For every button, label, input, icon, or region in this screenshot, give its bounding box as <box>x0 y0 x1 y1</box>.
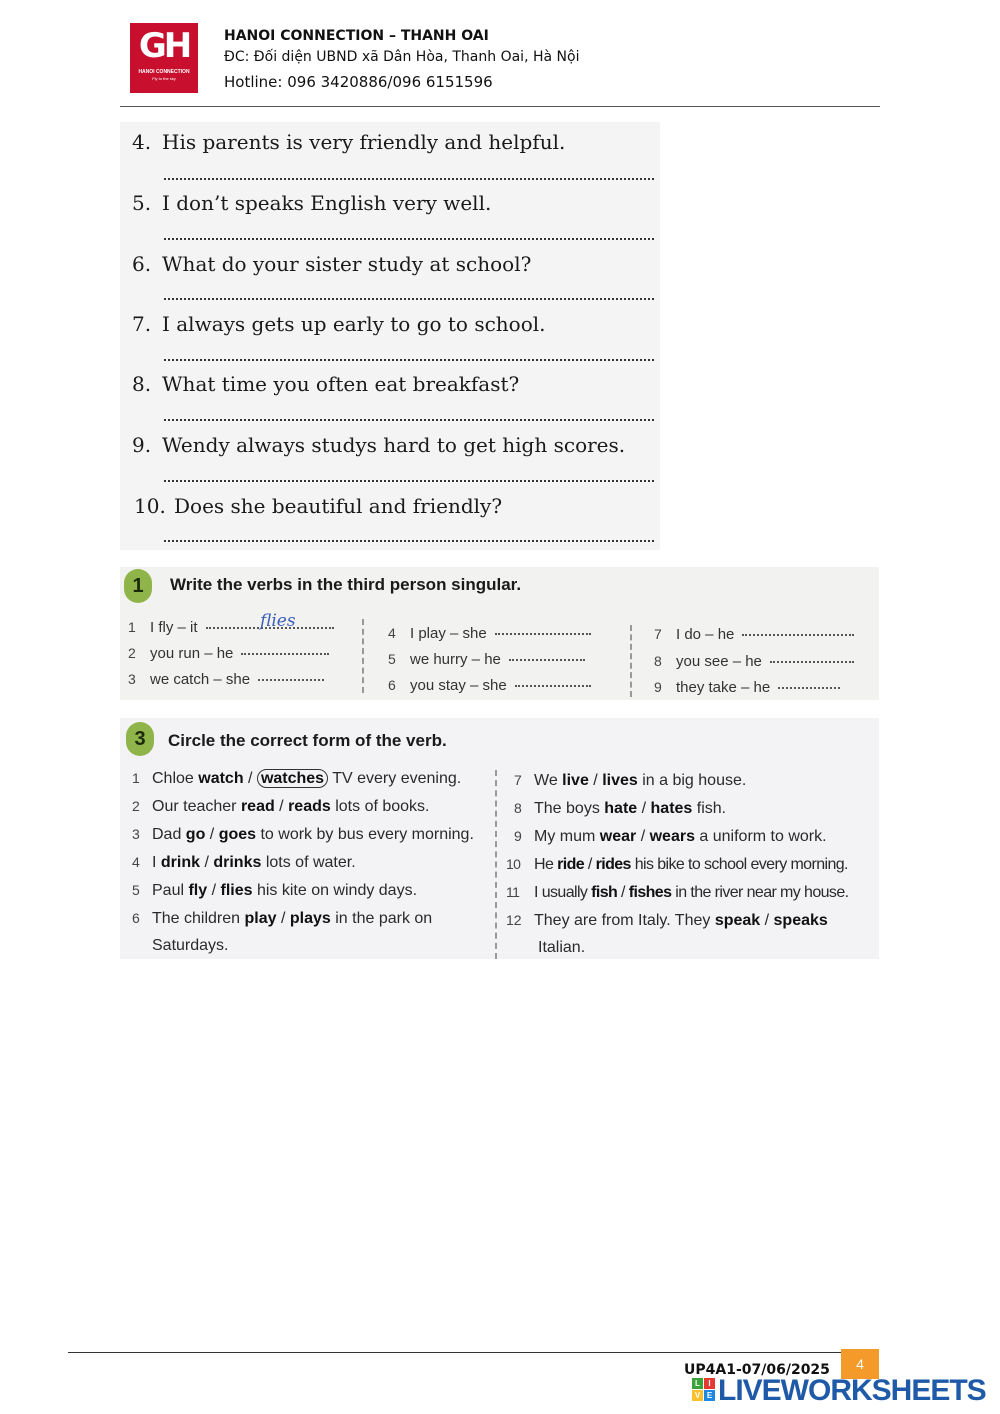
correction-item: 7. I always gets up early to go to school. <box>132 312 546 336</box>
answer-line[interactable] <box>164 178 654 180</box>
exercise-badge: 1 <box>124 569 152 603</box>
verb-item: 6 you stay – she <box>388 677 591 694</box>
correction-item: 9. Wendy always studys hard to get high scores. <box>132 433 626 457</box>
verb-option[interactable]: hate <box>604 800 638 817</box>
verb-choice-item: 8 The boys hate / hates fish. <box>514 800 727 817</box>
verb-option[interactable]: wear <box>599 828 637 845</box>
verb-option-circled[interactable]: watches <box>257 769 328 788</box>
school-logo <box>130 23 198 93</box>
answer-blank[interactable] <box>742 634 854 636</box>
document-code: UP4A1-07/06/2025 <box>684 1362 830 1378</box>
verb-option[interactable]: rides <box>595 856 631 873</box>
correction-item: 8. What time you often eat breakfast? <box>132 372 520 396</box>
column-divider <box>495 770 497 959</box>
page-number: 4 <box>841 1349 879 1379</box>
verb-choice-item: 10 He ride / rides his bike to school every morning. <box>506 856 848 873</box>
verb-choice-item: 9 My mum wear / wears a uniform to work. <box>514 828 827 845</box>
verb-option[interactable]: fishes <box>628 884 672 901</box>
answer-blank[interactable] <box>258 679 324 681</box>
header-divider <box>120 106 880 107</box>
correction-item: 10. Does she beautiful and friendly? <box>134 494 503 518</box>
answer-blank[interactable] <box>778 687 840 689</box>
verb-choice-continuation: Italian. <box>538 939 586 956</box>
verb-item: 7 I do – he <box>654 626 854 643</box>
verb-choice-item: 3 Dad go / goes to work by bus every morning. <box>132 826 474 843</box>
verb-option[interactable]: speaks <box>773 912 828 929</box>
correction-item: 4. His parents is very friendly and helpful. <box>132 130 566 154</box>
verb-option[interactable]: flies <box>220 882 253 899</box>
answer-blank[interactable] <box>495 633 591 635</box>
column-divider <box>630 625 632 697</box>
verb-option[interactable]: play <box>244 910 277 927</box>
header-text <box>224 26 579 96</box>
verb-choice-item: 1 Chloe watch / watches TV every evening. <box>132 770 462 787</box>
verb-option[interactable]: plays <box>289 910 331 927</box>
answer-line[interactable] <box>164 540 654 542</box>
verb-item: 5 we hurry – he <box>388 651 585 668</box>
verb-option[interactable]: go <box>185 826 206 843</box>
verb-option[interactable]: reads <box>288 798 331 815</box>
verb-option[interactable]: goes <box>218 826 257 843</box>
verb-option[interactable]: ride <box>557 856 585 873</box>
verb-choice-item: 7 We live / lives in a big house. <box>514 772 747 789</box>
verb-choice-item: 11 I usually fish / fishes in the river near my house. <box>506 884 849 901</box>
logo-mark: GH <box>138 26 190 66</box>
verb-choice-item: 12 They are from Italy. They speak / speaks <box>506 912 828 929</box>
circle-verb-exercise <box>120 718 879 959</box>
exercise-badge: 3 <box>126 722 154 756</box>
answer-line[interactable] <box>164 238 654 240</box>
verb-item: 9 they take – he <box>654 679 840 696</box>
third-person-exercise <box>120 567 879 700</box>
exercise-title: Circle the correct form of the verb. <box>168 731 447 750</box>
answer-blank[interactable] <box>509 659 585 661</box>
answer-line[interactable] <box>164 298 654 300</box>
header-title: HANOI CONNECTION – THANH OAI <box>224 28 489 44</box>
verb-choice-continuation: Saturdays. <box>152 937 229 954</box>
verb-option[interactable]: wears <box>649 828 695 845</box>
verb-choice-item: 4 I drink / drinks lots of water. <box>132 854 356 871</box>
verb-option[interactable]: drinks <box>213 854 262 871</box>
column-divider <box>362 619 364 693</box>
verb-option[interactable]: read <box>240 798 275 815</box>
verb-option[interactable]: lives <box>602 772 638 789</box>
verb-option[interactable]: watch <box>198 770 244 787</box>
verb-item: 1 I fly – it <box>128 619 334 636</box>
example-answer: flies <box>260 611 296 631</box>
verb-item: 8 you see – he <box>654 653 854 670</box>
verb-item: 3 we catch – she <box>128 671 324 688</box>
header-address: ĐC: Đối diện UBND xã Dân Hòa, Thanh Oai, Hà Nội <box>224 49 580 65</box>
correction-item: 5. I don’t speaks English very well. <box>132 191 492 215</box>
liveworksheets-logo-icon: L I V E <box>692 1378 716 1402</box>
answer-line[interactable] <box>164 480 654 482</box>
logo-brand: HANOI CONNECTION <box>138 69 190 75</box>
liveworksheets-watermark[interactable]: LIVEWORKSHEETS <box>718 1374 986 1407</box>
answer-blank[interactable] <box>515 685 591 687</box>
verb-option[interactable]: speak <box>714 912 761 929</box>
logo-tagline: Fly to the sky <box>152 76 176 81</box>
verb-option[interactable]: fly <box>188 882 208 899</box>
verb-option[interactable]: fish <box>591 884 618 901</box>
verb-item: 4 I play – she <box>388 625 591 642</box>
verb-choice-item: 5 Paul fly / flies his kite on windy days. <box>132 882 418 899</box>
verb-option[interactable]: hates <box>650 800 693 817</box>
answer-line[interactable] <box>164 359 654 361</box>
answer-line[interactable] <box>164 419 654 421</box>
exercise-title: Write the verbs in the third person singular. <box>170 575 522 594</box>
header-hotline: Hotline: 096 3420886/096 6151596 <box>224 73 493 91</box>
verb-choice-item: 6 The children play / plays in the park on <box>132 910 433 927</box>
footer-divider <box>68 1352 865 1353</box>
verb-choice-item: 2 Our teacher read / reads lots of books. <box>132 798 430 815</box>
verb-option[interactable]: live <box>562 772 589 789</box>
answer-blank[interactable] <box>770 661 854 663</box>
correction-exercise <box>120 122 660 550</box>
correction-item: 6. What do your sister study at school? <box>132 252 532 276</box>
answer-blank[interactable] <box>241 653 329 655</box>
verb-option[interactable]: drink <box>160 854 201 871</box>
verb-item: 2 you run – he <box>128 645 329 662</box>
